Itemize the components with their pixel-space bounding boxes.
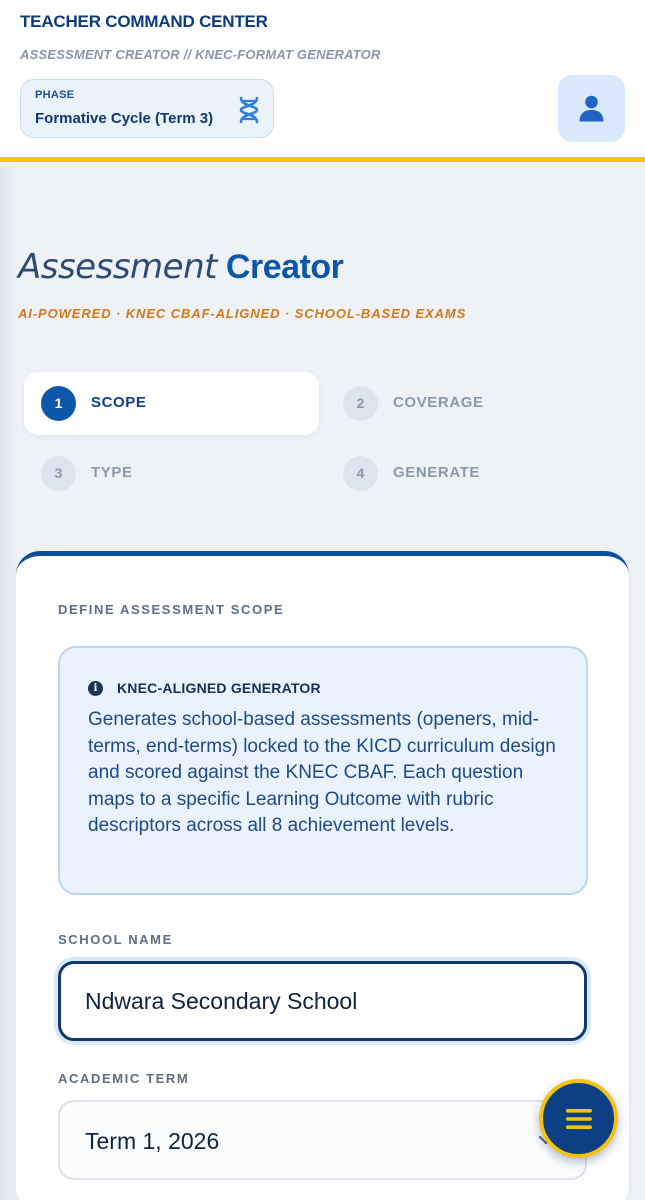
academic-term-label: ACADEMIC TERM (58, 1071, 190, 1086)
menu-button[interactable] (539, 1079, 618, 1158)
menu-icon (566, 1108, 592, 1130)
academic-term-value: Term 1, 2026 (85, 1128, 220, 1154)
step-label: TYPE (91, 464, 133, 481)
user-icon (579, 95, 604, 122)
info-body: Generates school-based assessments (openers, mid-terms, end-terms) locked to the KICD curriculum design and scored against the KNEC CBAF. Each question maps to a specific Learning Outcome with rubric descriptors across all 8 achievement levels. (88, 709, 556, 836)
page-title (18, 247, 343, 287)
step-number: 4 (343, 456, 378, 491)
step-scope[interactable] (24, 372, 319, 435)
academic-term-select[interactable] (58, 1100, 587, 1180)
phase-label: PHASE (35, 89, 75, 101)
info-title: KNEC-ALIGNED GENERATOR (117, 680, 321, 696)
step-label: SCOPE (91, 394, 147, 411)
step-number: 1 (41, 386, 76, 421)
step-label: COVERAGE (393, 394, 484, 411)
phase-value: Formative Cycle (Term 3) (35, 110, 214, 127)
phase-selector[interactable] (20, 79, 274, 138)
step-type[interactable] (24, 442, 319, 505)
info-box (58, 646, 588, 895)
step-coverage[interactable] (326, 372, 621, 435)
school-name-input[interactable] (58, 961, 587, 1041)
section-title: DEFINE ASSESSMENT SCOPE (58, 602, 285, 617)
app-header (0, 0, 645, 162)
profile-button[interactable] (558, 75, 625, 142)
page-title-light: Assessment (18, 247, 217, 287)
page-tagline: AI-POWERED · KNEC CBAF-ALIGNED · SCHOOL-BASED EXAMS (18, 306, 467, 321)
step-number: 3 (41, 456, 76, 491)
app-title: TEACHER COMMAND CENTER (20, 12, 268, 31)
step-label: GENERATE (393, 464, 481, 481)
school-name-label: SCHOOL NAME (58, 932, 173, 947)
page-title-bold: Creator (225, 248, 344, 286)
app-subtitle: ASSESSMENT CREATOR // KNEC-FORMAT GENERATOR (20, 47, 381, 62)
step-number: 2 (343, 386, 378, 421)
step-generate[interactable] (326, 442, 621, 505)
dna-icon (236, 96, 262, 124)
info-icon: i (88, 681, 103, 696)
